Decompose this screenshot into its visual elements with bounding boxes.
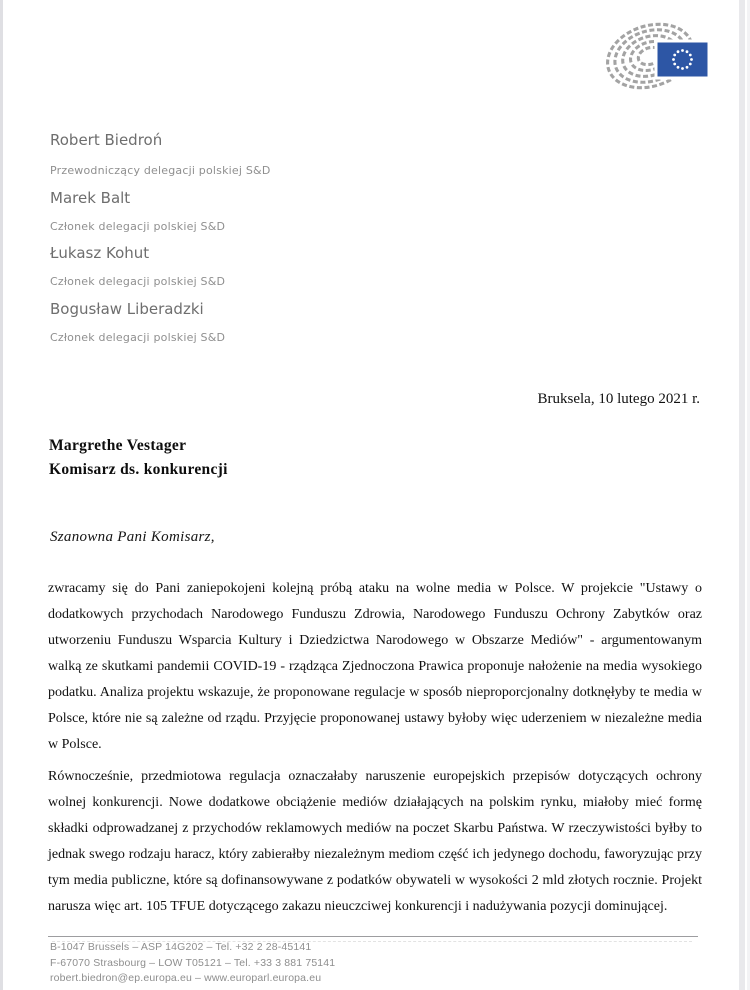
- recipient-title: Komisarz ds. konkurencji: [49, 461, 228, 478]
- footer-line-address-brussels: B-1047 Brussels – ASP 14G202 – Tel. +32 2 28-45141: [50, 941, 312, 953]
- letter-body: [48, 576, 702, 920]
- salutation: Szanowna Pani Komisarz,: [50, 529, 215, 545]
- eu-flag-icon: [658, 43, 708, 77]
- signer-name: Marek Balt: [50, 189, 131, 207]
- paragraph: zwracamy się do Pani zaniepokojeni kolejną próbą ataku na wolne media w Polsce. W projekcie "Ustawy o dodatkowych przychodach Narodowego Funduszu Zdrowia, Narodowego Funduszu Ochrony Zabytków oraz utworzeniu Funduszu Wsparcia Kultury i Dziedzictwa Narodowego w Obszarze Mediów" - argumentowanym walką ze skutkami pandemii COVID-19 - rządząca Zjednoczona Prawica proponuje nałożenie na media wysokiego podatku. Analiza projektu wskazuje, że proponowane regulacje w sposób nieproporcjonalny dotknęłyby te media w Polsce, które nie są zależne od rządu. Przyjęcie proponowanej ustawy byłoby więc uderzeniem w niezależne media w Polsce.: [48, 581, 702, 752]
- footer-line-contact: robert.biedron@ep.europa.eu – www.europarl.europa.eu: [50, 972, 322, 985]
- signer-name: Bogusław Liberadzki: [50, 300, 204, 318]
- recipient-name: Margrethe Vestager: [49, 437, 187, 454]
- signer-role: Przewodniczący delegacji polskiej S&D: [50, 164, 271, 177]
- signer-role: Członek delegacji polskiej S&D: [50, 331, 226, 344]
- signer-role: Członek delegacji polskiej S&D: [50, 275, 226, 288]
- dateline: Bruksela, 10 lutego 2021 r.: [537, 391, 700, 407]
- signer-role: Członek delegacji polskiej S&D: [50, 220, 226, 233]
- page-edge-right: [739, 0, 745, 990]
- footer: [50, 940, 335, 987]
- signer-name: Łukasz Kohut: [50, 244, 150, 262]
- footer-rule: [48, 936, 698, 937]
- footer-line-address-strasbourg: F-67070 Strasbourg – LOW T05121 – Tel. +33 3 881 75141: [50, 956, 336, 969]
- page-edge-left: [0, 0, 3, 990]
- paragraph: Równocześnie, przedmiotowa regulacja oznaczałaby naruszenie europejskich przepisów dotyczących ochrony wolnej konkurencji. Nowe dodatkowe obciążenie mediów działających na polskim rynku, miałoby mieć formę składki odprowadzanej z przychodów reklamowych mediów na poczet Skarbu Państwa. W rzeczywistości byłby to jednak swego rodzaju haracz, który zabierałby niezależnym mediom część ich jedynego dochodu, faworyzując przy tym media publiczne, które są dofinansowywane z podatków obywateli w wysokości 2 mld złotych rocznie. Projekt narusza więc art. 105 TFUE dotyczącego zakazu nieuczciwej konkurencji i nadużywania pozycji dominującej.: [48, 769, 702, 914]
- european-parliament-logo: [603, 20, 718, 90]
- signer-name: Robert Biedroń: [50, 131, 163, 149]
